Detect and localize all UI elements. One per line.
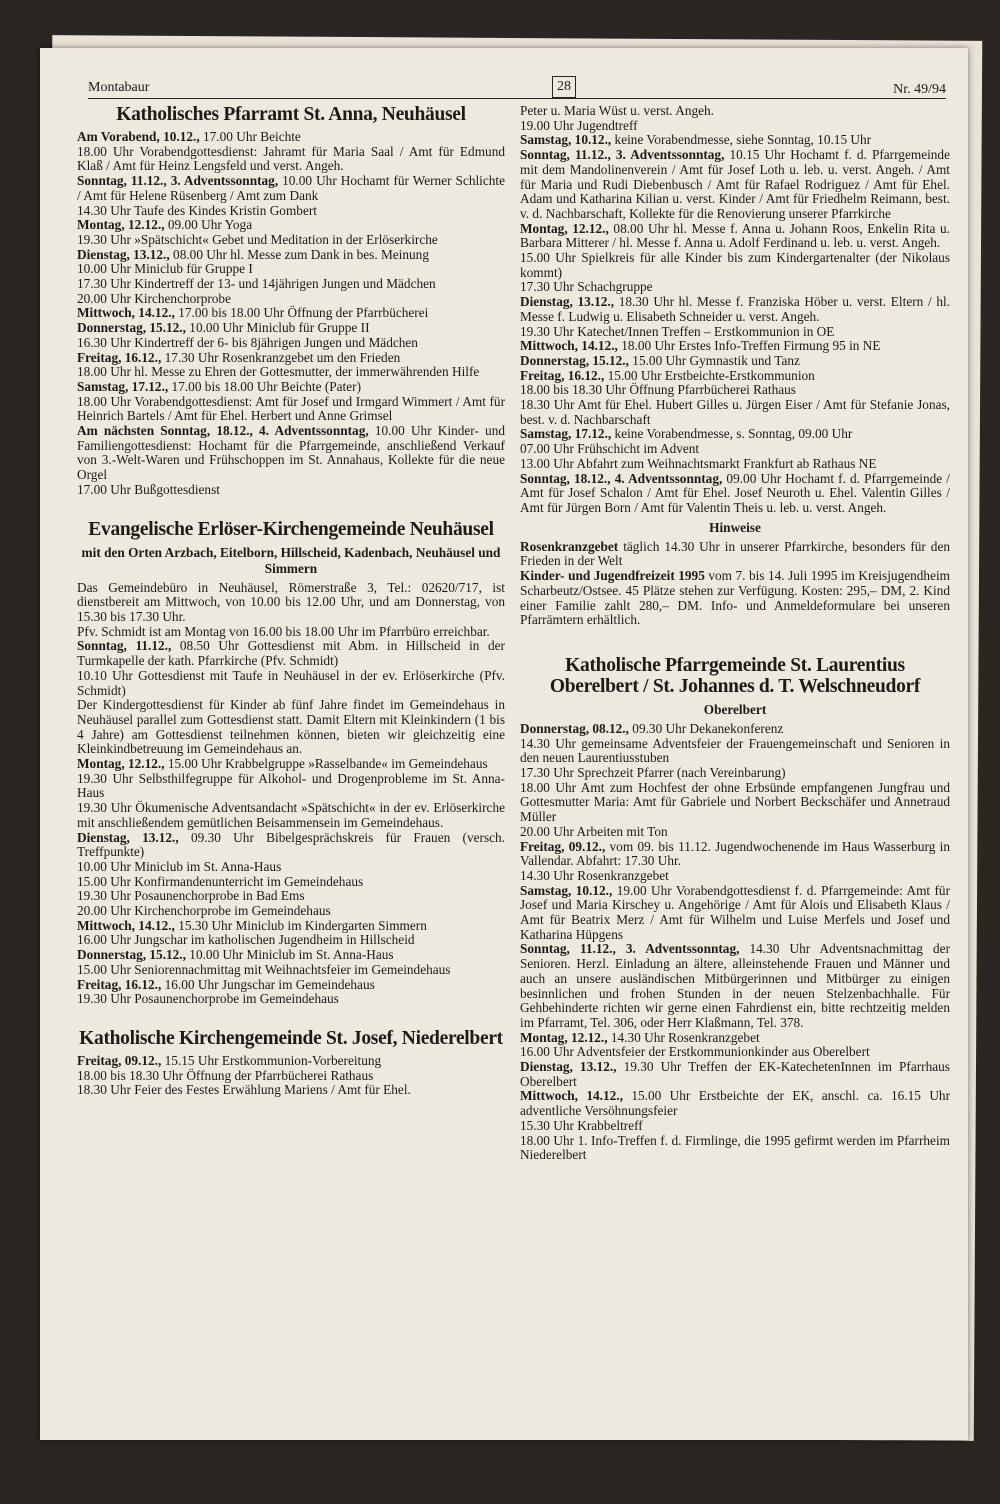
entry-text: 18.00 bis 18.30 Uhr Öffnung Pfarrbücherei Rathaus — [520, 382, 796, 398]
entry-date: Mittwoch, 14.12., — [520, 1088, 623, 1104]
page-number: 28 — [552, 76, 576, 98]
entry-text: keine Vorabendmesse, s. Sonntag, 09.00 Uhr — [611, 426, 853, 442]
entry-text: 17.00 bis 18.00 Uhr Öffnung der Pfarrbücherei — [174, 305, 429, 321]
entry-text: 18.00 Uhr Vorabendgottesdienst: Amt für Josef und Irmgard Wimmert / Amt für Heinrich Bartels / Amt für Ehel. Herbert und Anne Grimsel — [77, 393, 505, 424]
spacer — [77, 498, 505, 519]
entry-text: 07.00 Uhr Frühschicht im Advent — [520, 441, 700, 457]
entry-date: Am Vorabend, 10.12., — [77, 129, 200, 144]
entry-date: Sonntag, 11.12., 3. Adventssonntag, — [520, 941, 740, 957]
entry-date: Dienstag, 13.12., — [77, 829, 179, 845]
entry-text: 17.30 Uhr Sprechzeit Pfarrer (nach Vereinbarung) — [520, 765, 786, 781]
entry-text: 08.00 Uhr hl. Messe f. Anna u. Johann Roos, Enkelin Rita u. Barbara Mitterer / hl. Messe f. Anna u. Adolf Ferdinand u. leb. u. verst. Angeh. — [520, 220, 950, 251]
entry-text: keine Vorabendmesse, siehe Sonntag, 10.15 Uhr — [611, 132, 872, 148]
entry-date: Samstag, 17.12., — [520, 426, 612, 442]
entry-date: Donnerstag, 15.12., — [77, 320, 186, 336]
listing-entry — [520, 1089, 950, 1118]
listing-entry — [77, 1054, 505, 1069]
entry-date: Freitag, 09.12., — [77, 1052, 162, 1068]
entry-text: 14.30 Uhr Taufe des Kindes Kristin Gombert — [77, 202, 317, 218]
entry-text: 09.30 Uhr Bibelgesprächskreis für Frauen (versch. Treffpunkte) — [77, 829, 505, 860]
listing-entry — [77, 233, 505, 248]
listing-entry — [77, 321, 505, 336]
entry-text: täglich 14.30 Uhr in unserer Pfarrkirche, besonders für den Frieden in der Welt — [520, 538, 950, 569]
entry-text: 18.00 Uhr Amt zum Hochfest der ohne Erbsünde empfangenen Jungfrau und Gottesmutter Maria: Amt für Gabriele und Norbert Beckschäfer und Annetraud Müller — [520, 779, 950, 825]
entry-date: Kinder- und Jugendfreizeit 1995 — [520, 568, 705, 584]
listing-entry — [520, 222, 950, 251]
listing-entry — [520, 825, 950, 840]
entry-date: Dienstag, 13.12., — [520, 1059, 617, 1075]
entry-date: Sonntag, 18.12., 4. Adventssonntag, — [520, 470, 723, 486]
entry-text: 09.00 Uhr Yoga — [164, 217, 253, 233]
listing-entry — [520, 457, 950, 472]
entry-text: 14.30 Uhr Adventsnachmittag der Senioren. Herzl. Einladung an ältere, alleinstehende Frauen und Männer und auch an unsere ausländischen Mitbürgerinnen und Mitbürger zu einigen besinnlichen und frohen Stunden in der neuen Stelzenbachhalle. Für Gehbehinderte richten wir gerne einen Fahrdienst ein, bitte rechtzeitig melden im Pfarramt, Tel. 306, oder Herr Klaßmann, Tel. 378. — [520, 941, 950, 1030]
listing-entry — [77, 262, 505, 277]
listing-entry — [77, 218, 505, 233]
listing-entry — [77, 130, 505, 145]
listing-entry — [77, 336, 505, 351]
entry-date: Montag, 12.12., — [520, 1029, 608, 1045]
listing-entry — [77, 380, 505, 395]
entry-text: 15.00 Uhr Krabbelgruppe »Rasselbande« im Gemeindehaus — [164, 756, 488, 772]
entry-text: 10.15 Uhr Hochamt f. d. Pfarrgemeinde mit dem Mandolinenverein / Amt für Josef Loth u. leb. u. verst. Angeh. / Amt für Maria und Rudi Diebenbusch / Amt für Rafael Rodriguez / Amt für Ehel. Adam und Katharina Kilian u. verst. Kinder / Amt für Friedhelm Reimann, best. v. d. Nachbarschaft, Kollekte für die Renovierung unserer Pfarrkirche — [520, 147, 950, 221]
listing-entry — [77, 174, 505, 203]
listing-entry — [77, 772, 505, 801]
entry-date: Mittwoch, 14.12., — [77, 917, 175, 933]
listing-entry — [77, 248, 505, 263]
entry-text: 19.30 Uhr Katechet/Innen Treffen – Erstkommunion in OE — [520, 323, 835, 339]
listing-entry — [520, 104, 950, 119]
section-subtitle: Hinweise — [709, 519, 761, 535]
listing-entry — [520, 1119, 950, 1134]
entry-text: 18.00 Uhr Vorabendgottesdienst: Jahramt für Maria Saal / Amt für Edmund Klaß / Amt für Heinz Lengsfeld und verst. Angeh. — [77, 143, 505, 174]
listing-entry — [520, 280, 950, 295]
entry-date: Samstag, 10.12., — [520, 132, 612, 148]
listing-entry — [77, 204, 505, 219]
listing-entry — [77, 875, 505, 890]
listing-entry — [77, 860, 505, 875]
section-subtitle: Oberelbert — [703, 701, 767, 717]
entry-text: 10.00 Uhr Miniclub für Gruppe II — [185, 320, 370, 336]
listing-entry — [520, 1134, 950, 1163]
entry-date: Rosenkranzgebet — [520, 538, 619, 554]
entry-text: 20.00 Uhr Arbeiten mit Ton — [520, 823, 668, 839]
listing-entry — [77, 292, 505, 307]
entry-text: 10.00 Uhr Kinder- und Familiengottesdienst: Hochamt für die Pfarrgemeinde, anschließend Verkauf von 3.-Welt-Waren und Frühschoppen im St. Annahaus, Kollekte für die neue Orgel — [77, 423, 506, 483]
entry-text: 10.00 Uhr Miniclub im St. Anna-Haus — [185, 947, 394, 963]
entry-text: vom 7. bis 14. Juli 1995 im Kreisjugendheim Scharbeutz/Ostsee. 45 Plätze stehen zur Verfügung. Kosten: 295,– DM, 2. Kind einer Familie zahlt 280,– DM. Info- und Anmeldeformulare bei unseren Pfarrämtern erhältlich. — [520, 568, 951, 628]
listing-entry — [520, 119, 950, 134]
listing-entry — [77, 1083, 505, 1098]
newspaper-page — [40, 48, 968, 1440]
listing-entry — [520, 1060, 950, 1089]
listing-entry — [77, 365, 505, 380]
listing-entry — [520, 942, 950, 1030]
listing-entry — [520, 398, 950, 427]
left-column — [77, 104, 505, 1098]
spacer — [520, 628, 950, 649]
entry-date: Montag, 12.12., — [520, 220, 609, 236]
listing-entry — [77, 904, 505, 919]
entry-date: Freitag, 16.12., — [77, 976, 162, 992]
entry-text: 15.30 Uhr Krabbeltreff — [520, 1117, 643, 1133]
listing-entry — [77, 1069, 505, 1084]
entry-text: 13.00 Uhr Abfahrt zum Weihnachtsmarkt Frankfurt ab Rathaus NE — [520, 455, 877, 471]
entry-text: Der Kindergottesdienst für Kinder ab fünf Jahre findet im Gemeindehaus in Neuhäusel parallel zum Gottesdienst statt. Damit Eltern mit Kleinkindern (1 bis 4 Jahre) am Gottesdienst teilnehmen können, bieten wir gleichzeitig eine Kleinkindbetreuung im Gemeindehaus an. — [77, 697, 505, 757]
listing-entry — [77, 889, 505, 904]
entry-text: 10.00 Uhr Miniclub im St. Anna-Haus — [77, 858, 282, 874]
listing-entry — [77, 963, 505, 978]
entry-text: 18.30 Uhr Feier des Festes Erwählung Mariens / Amt für Ehel. — [77, 1082, 411, 1098]
entry-date: Montag, 12.12., — [77, 756, 165, 772]
entry-text: 20.00 Uhr Kirchenchorprobe — [77, 290, 231, 306]
listing-entry — [520, 383, 950, 398]
listing-entry — [520, 569, 950, 628]
listing-entry — [77, 483, 505, 498]
section-title: Katholische Pfarrgemeinde St. Laurentius Oberelbert / St. Johannes d. T. Welschneudorf — [549, 654, 921, 697]
section-subtitle: mit den Orten Arzbach, Eitelborn, Hillscheid, Kadenbach, Neuhäusel und Simmern — [81, 544, 501, 576]
entry-text: 14.30 Uhr Rosenkranzgebet — [607, 1029, 760, 1045]
listing-entry — [77, 625, 505, 640]
running-head — [88, 76, 946, 99]
entry-date: Mittwoch, 14.12., — [77, 305, 175, 321]
entry-text: 19.00 Uhr Vorabendgottesdienst f. d. Pfarrgemeinde: Amt für Josef und Maria Kirschey u. Angehörige / Amt für Alois und Elisabeth Klaus / Amt für Beatrix Merz / Amt für Wilhelm und Luise Merfels und Josef und Katharina Hüpgens — [520, 882, 951, 942]
spacer — [77, 1007, 505, 1028]
entry-text: 19.30 Uhr »Spätschicht« Gebet und Meditation in der Erlöserkirche — [77, 231, 438, 247]
entry-text: 17.30 Uhr Kindertreff der 13- und 14jährigen Jungen und Mädchen — [77, 276, 436, 292]
entry-text: 18.00 Uhr hl. Messe zu Ehren der Gottesmutter, der immerwährenden Hilfe — [77, 364, 480, 380]
entry-date: Donnerstag, 08.12., — [520, 720, 629, 736]
listing-entry — [520, 339, 950, 354]
entry-text: 17.00 Uhr Bußgottesdienst — [77, 481, 220, 497]
listing-entry — [520, 133, 950, 148]
listing-entry — [520, 884, 950, 943]
entry-text: 18.00 Uhr Erstes Info-Treffen Firmung 95 in NE — [617, 338, 881, 354]
entry-date: Sonntag, 11.12., 3. Adventssonntag, — [77, 173, 279, 189]
entry-text: 08.50 Uhr Gottesdienst mit Abm. in Hillscheid in der Turmkapelle der kath. Pfarrkirche (Pfv. Schmidt) — [77, 638, 505, 669]
entry-date: Mittwoch, 14.12., — [520, 338, 618, 354]
listing-entry — [77, 992, 505, 1007]
listing-entry — [77, 948, 505, 963]
listing-entry — [77, 831, 505, 860]
section-title: Evangelische Erlöser-Kirchengemeinde Neuhäusel — [88, 518, 494, 540]
entry-text: 19.30 Uhr Posaunenchorprobe im Gemeindehaus — [77, 991, 339, 1007]
entry-date: Dienstag, 13.12., — [520, 294, 615, 310]
listing-entry — [520, 295, 950, 324]
entry-text: 15.00 Uhr Spielkreis für alle Kinder bis zum Kindergartenalter (der Nikolaus kommt) — [520, 250, 950, 280]
entry-date: Donnerstag, 15.12., — [520, 352, 629, 368]
listing-entry — [77, 669, 505, 698]
listing-entry — [520, 540, 950, 569]
listing-entry — [77, 698, 505, 757]
entry-text: 15.00 Uhr Erstbeichte-Erstkommunion — [604, 367, 815, 383]
entry-date: Am nächsten Sonntag, 18.12., 4. Adventssonntag, — [77, 423, 369, 439]
entry-date: Freitag, 09.12., — [520, 838, 606, 854]
entry-text: 16.30 Uhr Kindertreff der 6- bis 8jährigen Jungen und Mädchen — [77, 334, 418, 350]
listing-entry — [77, 801, 505, 830]
listing-entry — [520, 369, 950, 384]
listing-entry — [77, 639, 505, 668]
listing-entry — [520, 1031, 950, 1046]
publication-name: Montabaur — [88, 80, 150, 95]
listing-entry — [520, 472, 950, 516]
entry-text: 15.00 Uhr Seniorennachmittag mit Weihnachtsfeier im Gemeindehaus — [77, 961, 451, 977]
entry-text: 10.00 Uhr Miniclub für Gruppe I — [77, 261, 253, 277]
entry-text: 09.30 Uhr Dekanekonferenz — [628, 720, 784, 736]
listing-entry — [77, 933, 505, 948]
listing-entry — [77, 978, 505, 993]
listing-entry — [77, 306, 505, 321]
entry-text: 18.00 bis 18.30 Uhr Öffnung der Pfarrbücherei Rathaus — [77, 1067, 374, 1083]
section-title: Katholisches Pfarramt St. Anna, Neuhäusel — [116, 104, 466, 125]
listing-entry — [520, 737, 950, 766]
entry-date: Dienstag, 13.12., — [77, 246, 170, 262]
entry-text: 16.00 Uhr Jungschar im Gemeindehaus — [161, 976, 375, 992]
entry-text: 14.30 Uhr Rosenkranzgebet — [520, 867, 669, 883]
entry-text: 15.30 Uhr Miniclub im Kindergarten Simmern — [174, 917, 427, 933]
listing-entry — [520, 354, 950, 369]
entry-text: 16.00 Uhr Jungschar im katholischen Jugendheim in Hillscheid — [77, 932, 415, 948]
entry-text: 17.30 Uhr Schachgruppe — [520, 279, 653, 295]
listing-entry — [520, 251, 950, 280]
entry-date: Sonntag, 11.12., 3. Adventssonntag, — [520, 147, 725, 163]
entry-text: 10.10 Uhr Gottesdienst mit Taufe in Neuhäusel in der ev. Erlöserkirche (Pfv. Schmidt) — [77, 667, 505, 698]
entry-text: 19.30 Uhr Selbsthilfegruppe für Alkohol- und Drogenprobleme im St. Anna-Haus — [77, 770, 505, 801]
listing-entry — [77, 757, 505, 772]
entry-date: Montag, 12.12., — [77, 217, 165, 233]
entry-text: 18.30 Uhr Amt für Ehel. Hubert Gilles u. Jürgen Eiser / Amt für Stefanie Jonas, best. v. d. Nachbarschaft — [520, 397, 950, 427]
listing-entry — [77, 145, 505, 174]
listing-entry — [77, 919, 505, 934]
entry-text: 16.00 Uhr Adventsfeier der Erstkommunionkinder aus Oberelbert — [520, 1044, 870, 1060]
section-title: Katholische Kirchengemeinde St. Josef, Niederelbert — [79, 1027, 503, 1049]
listing-entry — [520, 325, 950, 340]
entry-text: 17.00 bis 18.00 Uhr Beichte (Pater) — [168, 378, 362, 394]
entry-text: 20.00 Uhr Kirchenchorprobe im Gemeindehaus — [77, 903, 331, 919]
listing-entry — [77, 581, 505, 625]
entry-date: Freitag, 16.12., — [520, 367, 605, 383]
entry-text: Peter u. Maria Wüst u. verst. Angeh. — [520, 103, 714, 118]
right-column — [520, 104, 950, 1163]
entry-text: 15.15 Uhr Erstkommunion-Vorbereitung — [161, 1052, 382, 1068]
entry-date: Samstag, 17.12., — [77, 378, 169, 394]
entry-date: Sonntag, 11.12., — [77, 638, 172, 654]
listing-entry — [77, 395, 505, 424]
listing-entry — [520, 427, 950, 442]
entry-text: 17.30 Uhr Rosenkranzgebet um den Frieden — [161, 349, 401, 365]
listing-entry — [520, 722, 950, 737]
entry-date: Donnerstag, 15.12., — [77, 947, 186, 963]
listing-entry — [77, 277, 505, 292]
entry-text: Das Gemeindebüro in Neuhäusel, Römerstraße 3, Tel.: 02620/717, ist dienstbereit am Mittwoch, von 10.00 bis 12.00 Uhr, und am Donnerstag, von 15.30 bis 17.30 Uhr. — [77, 579, 505, 624]
entry-text: 10.00 Uhr Hochamt für Werner Schlichte / Amt für Helene Rüsenberg / Amt zum Dank — [77, 173, 505, 203]
entry-text: 15.00 Uhr Erstbeichte der EK, anschl. ca. 16.15 Uhr adventliche Versöhnungsfeier — [520, 1088, 950, 1119]
entry-text: 18.30 Uhr hl. Messe f. Franziska Höber u. verst. Eltern / hl. Messe f. Ludwig u. Elisabeth Schneider u. verst. Angeh. — [520, 294, 950, 324]
entry-text: 19.30 Uhr Posaunenchorprobe in Bad Ems — [77, 888, 305, 904]
entry-text: 09.00 Uhr Hochamt f. d. Pfarrgemeinde / Amt für Josef Schalon / Amt für Ehel. Josef Neuroth u. Ehel. Valentin Gilles / Amt für Jürgen Born / Amt für Valentin Theis u. leb. u. verst. Angeh. — [520, 470, 950, 515]
issue-number: Nr. 49/94 — [893, 82, 946, 97]
entry-date: Samstag, 10.12., — [520, 882, 613, 898]
entry-text: Pfv. Schmidt ist am Montag von 16.00 bis 18.00 Uhr im Pfarrbüro erreichbar. — [77, 623, 490, 639]
listing-entry — [520, 766, 950, 781]
listing-entry — [520, 869, 950, 884]
entry-text: 15.00 Uhr Gymnastik und Tanz — [628, 352, 800, 368]
entry-text: 15.00 Uhr Konfirmandenunterricht im Gemeindehaus — [77, 873, 364, 889]
entry-text: 17.00 Uhr Beichte — [199, 129, 301, 144]
listing-entry — [77, 424, 505, 483]
listing-entry — [77, 351, 505, 366]
listing-entry — [520, 840, 950, 869]
entry-text: 08.00 Uhr hl. Messe zum Dank in bes. Meinung — [169, 246, 429, 262]
entry-text: 19.30 Uhr Ökumenische Adventsandacht »Spätschicht« in der ev. Erlöserkirche mit anschließendem gemütlichen Beisammensein im Gemeindehaus. — [77, 800, 505, 830]
listing-entry — [520, 148, 950, 222]
entry-text: 19.00 Uhr Jugendtreff — [520, 117, 638, 133]
entry-text: vom 09. bis 11.12. Jugendwochenende im Haus Wasserburg in Vallendar. Abfahrt: 17.30 Uhr. — [520, 838, 950, 869]
entry-text: 18.00 Uhr 1. Info-Treffen f. d. Firmlinge, die 1995 gefirmt werden im Pfarrheim Niederelbert — [520, 1132, 950, 1163]
listing-entry — [520, 442, 950, 457]
entry-text: 14.30 Uhr gemeinsame Adventsfeier der Frauengemeinschaft und Senioren in den neuen Laurentiusstuben — [520, 735, 950, 766]
entry-text: 19.30 Uhr Treffen der EK-KatechetenInnen im Pfarrhaus Oberelbert — [520, 1059, 950, 1089]
listing-entry — [520, 1045, 950, 1060]
listing-entry — [520, 781, 950, 825]
entry-date: Freitag, 16.12., — [77, 349, 162, 365]
